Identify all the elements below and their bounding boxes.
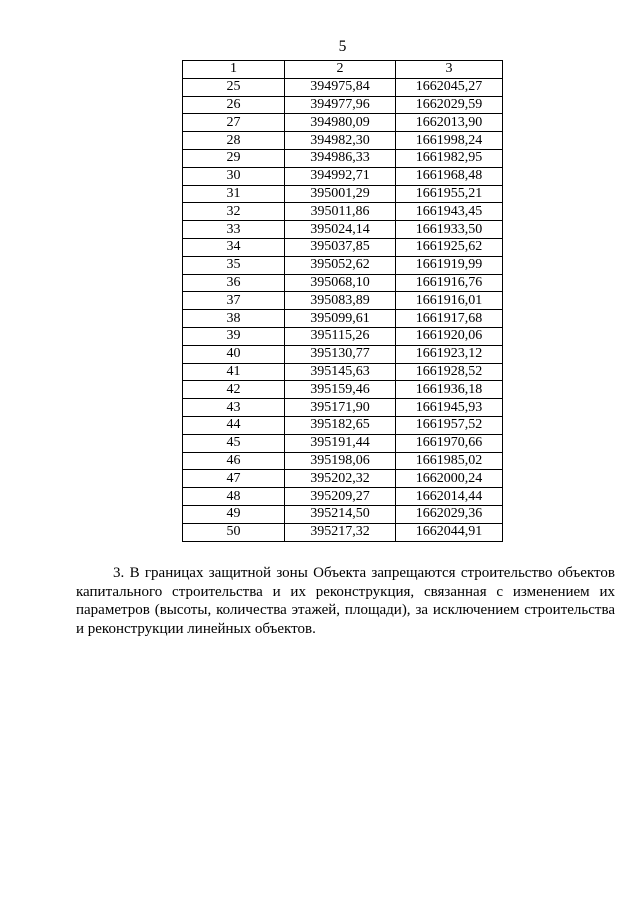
point-number-cell: 45 <box>183 434 285 452</box>
table-row <box>183 167 503 185</box>
y-coordinate-cell: 1661933,50 <box>396 221 503 239</box>
table-row <box>183 221 503 239</box>
point-number-cell: 31 <box>183 185 285 203</box>
x-coordinate-cell: 395209,27 <box>285 488 396 506</box>
y-coordinate-cell: 1661955,21 <box>396 185 503 203</box>
point-number-cell: 42 <box>183 381 285 399</box>
point-number-cell: 43 <box>183 399 285 417</box>
x-coordinate-cell: 394975,84 <box>285 78 396 96</box>
table-row <box>183 292 503 310</box>
table-row <box>183 327 503 345</box>
column-header-point-number: 1 <box>183 61 285 79</box>
point-number-cell: 36 <box>183 274 285 292</box>
table-header-row <box>183 61 503 79</box>
page-number: 5 <box>338 38 347 55</box>
table-row <box>183 363 503 381</box>
y-coordinate-cell: 1661936,18 <box>396 381 503 399</box>
y-coordinate-cell: 1661916,76 <box>396 274 503 292</box>
y-coordinate-cell: 1661945,93 <box>396 399 503 417</box>
column-header-y-coordinate: 3 <box>396 61 503 79</box>
table-row <box>183 488 503 506</box>
x-coordinate-cell: 395217,32 <box>285 523 396 541</box>
x-coordinate-cell: 394980,09 <box>285 114 396 132</box>
point-number-cell: 32 <box>183 203 285 221</box>
coordinates-table <box>182 60 503 542</box>
table-row <box>183 96 503 114</box>
x-coordinate-cell: 395099,61 <box>285 310 396 328</box>
table-row <box>183 274 503 292</box>
y-coordinate-cell: 1661917,68 <box>396 310 503 328</box>
point-number-cell: 30 <box>183 167 285 185</box>
table-row <box>183 434 503 452</box>
y-coordinate-cell: 1661957,52 <box>396 416 503 434</box>
table-row <box>183 256 503 274</box>
x-coordinate-cell: 395191,44 <box>285 434 396 452</box>
x-coordinate-cell: 395037,85 <box>285 238 396 256</box>
x-coordinate-cell: 394992,71 <box>285 167 396 185</box>
y-coordinate-cell: 1661982,95 <box>396 149 503 167</box>
point-number-cell: 28 <box>183 132 285 150</box>
y-coordinate-cell: 1661919,99 <box>396 256 503 274</box>
point-number-cell: 44 <box>183 416 285 434</box>
table-row <box>183 238 503 256</box>
x-coordinate-cell: 394986,33 <box>285 149 396 167</box>
point-number-cell: 25 <box>183 78 285 96</box>
point-number-cell: 48 <box>183 488 285 506</box>
table-row <box>183 310 503 328</box>
y-coordinate-cell: 1661970,66 <box>396 434 503 452</box>
x-coordinate-cell: 395145,63 <box>285 363 396 381</box>
table-row <box>183 470 503 488</box>
y-coordinate-cell: 1661928,52 <box>396 363 503 381</box>
table-row <box>183 185 503 203</box>
point-number-cell: 34 <box>183 238 285 256</box>
point-number-cell: 41 <box>183 363 285 381</box>
y-coordinate-cell: 1662029,59 <box>396 96 503 114</box>
table-row <box>183 523 503 541</box>
point-number-cell: 33 <box>183 221 285 239</box>
point-number-cell: 47 <box>183 470 285 488</box>
table-row <box>183 399 503 417</box>
table-row <box>183 149 503 167</box>
x-coordinate-cell: 394982,30 <box>285 132 396 150</box>
table-row <box>183 381 503 399</box>
x-coordinate-cell: 395115,26 <box>285 327 396 345</box>
table-row <box>183 78 503 96</box>
y-coordinate-cell: 1662014,44 <box>396 488 503 506</box>
x-coordinate-cell: 395083,89 <box>285 292 396 310</box>
restriction-paragraph: 3. В границах защитной зоны Объекта запрещаются строительство объектов капитального строительства и их реконструкция, связанная с изменением их параметров (высоты, количества этажей, площади), за исключением строительства и реконструкции линейных объектов. <box>76 565 615 637</box>
table-row <box>183 505 503 523</box>
y-coordinate-cell: 1661916,01 <box>396 292 503 310</box>
x-coordinate-cell: 395159,46 <box>285 381 396 399</box>
table-row <box>183 452 503 470</box>
point-number-cell: 35 <box>183 256 285 274</box>
x-coordinate-cell: 394977,96 <box>285 96 396 114</box>
table-row <box>183 203 503 221</box>
x-coordinate-cell: 395214,50 <box>285 505 396 523</box>
y-coordinate-cell: 1661998,24 <box>396 132 503 150</box>
y-coordinate-cell: 1662029,36 <box>396 505 503 523</box>
y-coordinate-cell: 1661923,12 <box>396 345 503 363</box>
x-coordinate-cell: 395198,06 <box>285 452 396 470</box>
x-coordinate-cell: 395171,90 <box>285 399 396 417</box>
y-coordinate-cell: 1662045,27 <box>396 78 503 96</box>
y-coordinate-cell: 1661925,62 <box>396 238 503 256</box>
y-coordinate-cell: 1661985,02 <box>396 452 503 470</box>
point-number-cell: 40 <box>183 345 285 363</box>
x-coordinate-cell: 395001,29 <box>285 185 396 203</box>
point-number-cell: 50 <box>183 523 285 541</box>
point-number-cell: 46 <box>183 452 285 470</box>
table-row <box>183 416 503 434</box>
point-number-cell: 49 <box>183 505 285 523</box>
point-number-cell: 38 <box>183 310 285 328</box>
point-number-cell: 26 <box>183 96 285 114</box>
point-number-cell: 29 <box>183 149 285 167</box>
y-coordinate-cell: 1662000,24 <box>396 470 503 488</box>
x-coordinate-cell: 395024,14 <box>285 221 396 239</box>
table-row <box>183 132 503 150</box>
y-coordinate-cell: 1661943,45 <box>396 203 503 221</box>
x-coordinate-cell: 395130,77 <box>285 345 396 363</box>
y-coordinate-cell: 1662044,91 <box>396 523 503 541</box>
y-coordinate-cell: 1661920,06 <box>396 327 503 345</box>
table-row <box>183 114 503 132</box>
point-number-cell: 37 <box>183 292 285 310</box>
table-row <box>183 345 503 363</box>
point-number-cell: 27 <box>183 114 285 132</box>
x-coordinate-cell: 395182,65 <box>285 416 396 434</box>
column-header-x-coordinate: 2 <box>285 61 396 79</box>
y-coordinate-cell: 1661968,48 <box>396 167 503 185</box>
coordinates-table-body <box>183 61 503 542</box>
x-coordinate-cell: 395052,62 <box>285 256 396 274</box>
x-coordinate-cell: 395068,10 <box>285 274 396 292</box>
x-coordinate-cell: 395011,86 <box>285 203 396 221</box>
x-coordinate-cell: 395202,32 <box>285 470 396 488</box>
point-number-cell: 39 <box>183 327 285 345</box>
y-coordinate-cell: 1662013,90 <box>396 114 503 132</box>
